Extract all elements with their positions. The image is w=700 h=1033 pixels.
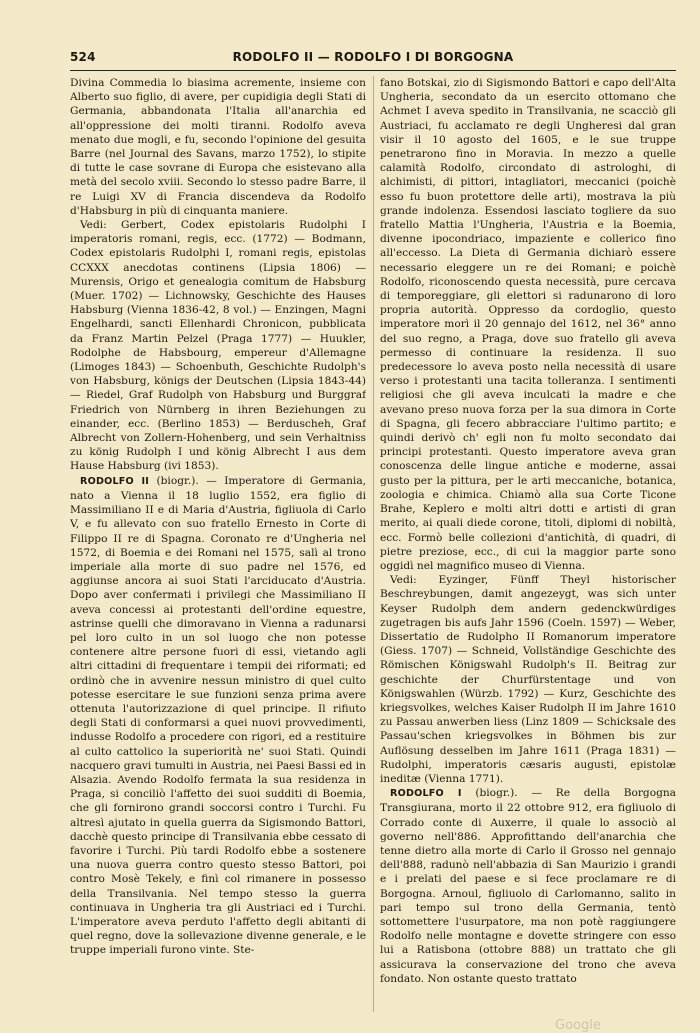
- column-divider: [373, 76, 374, 1012]
- running-header: [70, 50, 676, 68]
- headword-rodolfo-i: RODOLFO I: [390, 788, 462, 800]
- page-number: 524: [70, 50, 96, 64]
- right-column: [380, 76, 676, 1014]
- left-column: [70, 76, 366, 1014]
- entry-rodolfo-i-borgogna: [380, 786, 676, 986]
- header-rule: [70, 70, 676, 71]
- paragraph-dante-mention: Divina Commedia lo biasima acremente, insieme con Alberto suo figlio, di avere, per cupidigia degli Stati di Germania, abbandonata l'Italia all'anarchia ed all'oppressione dei molti tiranni. Rodolfo aveva menato due mogli, e fu, secondo l'opinione del gesuita Barre (nel Journal des Savans, marzo 1752), lo stipite di tutte le case sovrane di Europa che esistevano alla metà del secolo xviii. Secondo lo stesso padre Barre, il re Luigi XV di Francia discendeva da Rodolfo d'Habsburg in più di cinquanta maniere.: [70, 77, 366, 217]
- running-title: RODOLFO II — RODOLFO I DI BORGOGNA: [232, 50, 514, 64]
- entry-rodolfo-ii: [70, 474, 366, 958]
- paragraph-rodolfo-ii-continued: fano Botskai, zio di Sigismondo Battori e capo dell'Alta Ungheria, secondato da un esercito ottomano che Achmet I aveva spedito in Transilvania, ne scacciò gli Austriaci, fu acclamato re degli Ungheresi dal gran visir il 10 agosto del 1605, e le sue truppe penetrarono fino in Moravia. In mezzo a quelle calamità Rodolfo, circondato di astrologhi, di alchimisti, di pittori, intagliatori, meccanici (poichè esso fu buon protettore delle arti), mostrava la più grande indolenza. Essendosi lasciato togliere da suo fratello Mattia l'Ungheria, l'Austria e la Boemia, divenne ipocondriaco, impaziente e collerico fino all'eccesso. La Dieta di Germania dichiarò essere necessario eleggere un re dei Romani; e poichè Rodolfo, riconoscendo questa necessità, pure cercava di temporeggiare, gli elettori si radunarono di loro propria autorità. Oppresso da cordoglio, questo imperatore morì il 20 gennajo del 1612, nel 36° anno del suo regno, a Praga, dove suo fratello gli aveva permesso di continuare la residenza. Il suo predecessore lo aveva posto nella necessità di usare verso i protestanti una tacita tolleranza. I sentimenti religiosi che gli aveva inculcati la madre e che avevano preso nuova forza per la sua dimora in Corte di Spagna, gli fecero abbracciare l'ultimo partito; e quindi derivò ch' egli non fu molto secondato dai principi protestanti. Questo imperatore aveva gran conoscenza delle lingue antiche e moderne, assai gusto per la pittura, per le arti meccaniche, botanica, zoologia e chimica. Chiamò alla sua Corte Ticone Brahe, Keplero e molti altri dotti e artisti di gran merito, ai quali diede corone, titoli, diplomi di nobiltà, ecc. Formò belle collezioni d'antichità, di quadri, di pietre preziose, ecc., di cui la maggior parte sono oggidì nel magnifico museo di Vienna.: [380, 77, 676, 572]
- paragraph-bibliography-rodolfo-i: Vedi: Gerbert, Codex epistolaris Rudolphi I imperatoris romani, regis, ecc. (1772) — Bodmann, Codex epistolaris Rudolphi I, romani regis, epistolas CCXXX anecdotas continens (Lipsia 1806) — Murensis, Origo et genealogia comitum de Habsburg (Muer. 1702) — Lichnowsky, Geschichte des Hauses Habsburg (Vienna 1836-42, 8 vol.) — Enzingen, Magni Engelhardi, sancti Ellenhardi Chronicon, pubblicata da Franz Martin Pelzel (Praga 1777) — Huukler, Rodolphe de Habsbourg, empereur d'Allemagne (Limoges 1843) — Schoenbuth, Geschichte Rudolph's von Habsburg, königs der Deutschen (Lipsia 1843-44) — Riedel, Graf Rudolph von Habsburg und Burggraf Friedrich von Nürnberg in ihren Beziehungen zu einander, ecc. (Berlino 1853) — Berduscheh, Graf Albrecht von Zollern-Hohenberg, und sein Verhaltniss zu könig Rudolph I und könig Albrecht I aus dem Hause Habsburg (ivi 1853).: [70, 219, 366, 473]
- headword-rodolfo-ii: RODOLFO II: [80, 475, 150, 487]
- paragraph-bibliography-rodolfo-ii: Vedi: Eyzinger, Fünff Theyl historischer Beschreybungen, damit angezeygt, was sich unter Keyser Rudolph dem andern gedenckwürdiges zugetragen bis aufs Jahr 1596 (Coeln. 1597) — Weber, Dissertatio de Rudolpho II Romanorum imperatore (Giess. 1707) — Schneid, Vollständige Geschichte des Römischen Königswahl Rudolph's II. Beitrag zur geschichte der Churfürstentage und von Königswahlen (Würzb. 1792) — Kurz, Geschichte des kriegsvolkes, welches Kaiser Rudolph II im Jahre 1610 zu Passau anwerben liess (Linz 1809 — Schicksale des Passau'schen kriegsvolkes in Böhmen bis zur Auflösung desselben im Jahre 1611 (Praga 1831) — Rudolphi, imperatoris cæsaris augusti, epistolæ ineditæ (Vienna 1771).: [380, 574, 676, 785]
- digitization-watermark: Google: [555, 1018, 601, 1033]
- entry-rodolfo-i-text: (biogr.). — Re della Borgogna Transgiurana, morto il 22 ottobre 912, era figliuolo di Corrado conte di Auxerre, il quale lo associò al governo nell'886. Approfittando dell'anarchia che tenne dietro alla morte di Carlo il Grosso nel gennajo dell'888, radunò nell'abbazia di San Maurizio i grandi e i prelati del paese e si fece proclamare re di Borgogna. Arnoul, figliuolo di Carlomanno, salito in pari tempo sul trono della Germania, tentò sottomettere l'usurpatore, ma non potè raggiungere Rodolfo nelle montagne e dovette stringere con esso lui a Ratisbona (ottobre 888) un trattato che gli assicurava la conservazione del trono che aveva fondato. Non ostante questo trattato: [380, 787, 676, 985]
- entry-rodolfo-ii-text: (biogr.). — Imperatore di Germania, nato a Vienna il 18 luglio 1552, era figlio di Massimiliano II e di Maria d'Austria, figliuola di Carlo V, e fu allevato con suo fratello Ernesto in Corte di Filippo II re di Spagna. Coronato re d'Ungheria nel 1572, di Boemia e dei Romani nel 1575, salì al trono imperiale alla morte di suo padre nel 1576, ed aggiunse ancora ai suoi Stati l'arciducato d'Austria. Dopo aver confermati i privilegi che Massimiliano II aveva concessi ai protestanti dell'ordine equestre, astrinse quelli che dimoravano in Vienna a radunarsi pel loro culto in un sol luogo che non potesse contenere altre persone fuori di essi, vietando agli altri cittadini di frequentare i tempii dei riformati; ed ordinò che in avvenire nessun ministro di quel culto potesse esercitare le sue funzioni senza prima avere ottenuta l'autorizzazione di quel principe. Il rifiuto degli Stati di conformarsi a quei nuovi provvedimenti, indusse Rodolfo a procedere con rigori, ed a restituire al culto cattolico la superiorità ne' suoi Stati. Quindi nacquero gravi tumulti in Austria, nei Paesi Bassi ed in Alsazia. Avendo Rodolfo fermata la sua residenza in Praga, si conciliò l'affetto dei suoi sudditi di Boemia, che gli fornirono grandi soccorsi contro i Turchi. Fu altresì ajutato in quella guerra da Sigismondo Battori, dacchè questo principe di Transilvania ebbe cessato di favorire i Turchi. Più tardi Rodolfo ebbe a sostenere una nuova guerra contro questo stesso Battori, poi contro Mosè Tekely, e finì col rimanere in possesso della Transilvania. Nel tempo stesso la guerra continuava in Ungheria tra gli Austriaci ed i Turchi. L'imperatore aveva perduto l'affetto degli abitanti di quel regno, dove la sollevazione divenne generale, e le truppe imperiali furono vinte. Ste-: [70, 474, 366, 957]
